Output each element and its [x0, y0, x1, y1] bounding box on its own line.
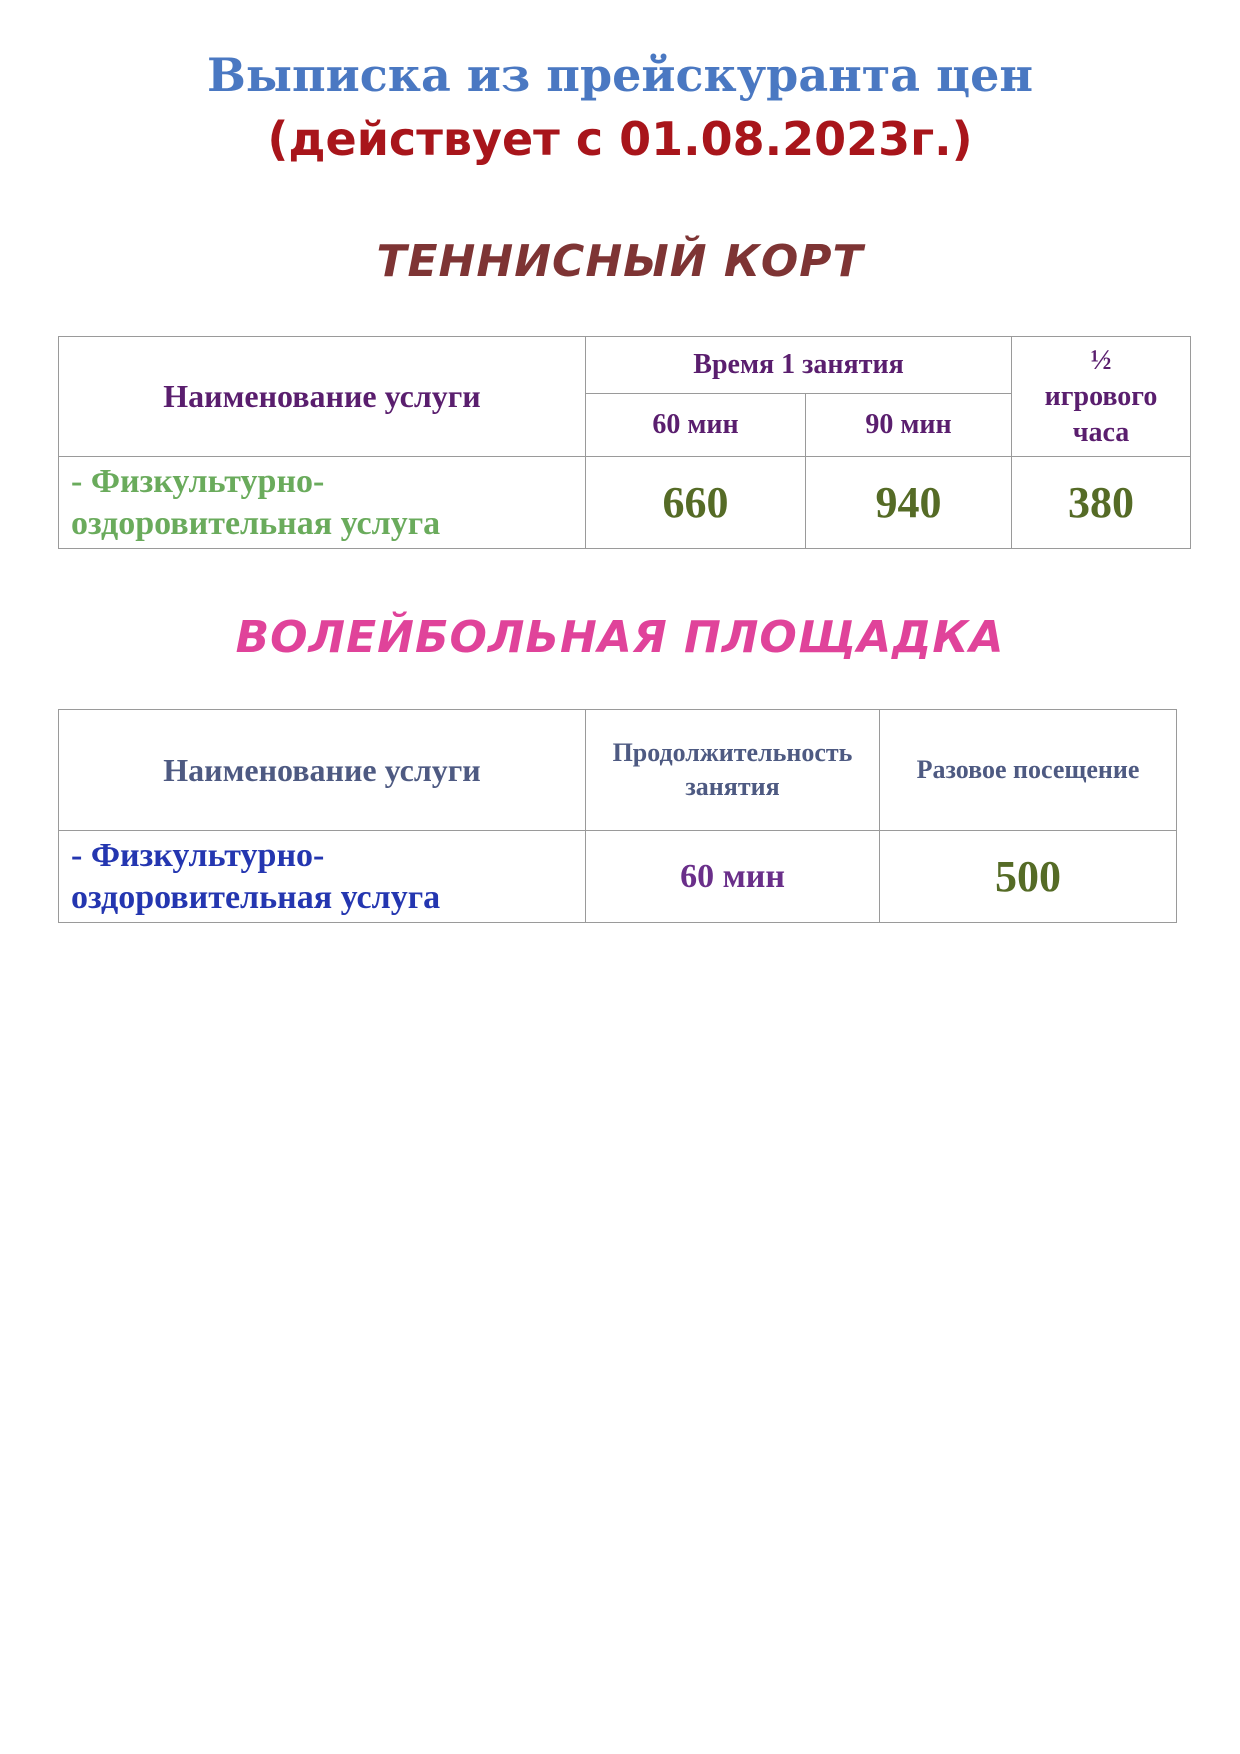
service-line-1: - Физкультурно- — [71, 836, 325, 874]
tennis-header-time: Время 1 занятия — [586, 337, 1012, 394]
effective-date: (действует с 01.08.2023г.) — [267, 112, 973, 166]
tennis-section-title: ТЕННИСНЫЙ КОРТ — [376, 236, 864, 287]
tennis-header-half-hour — [1012, 337, 1191, 457]
tennis-service-name — [59, 457, 586, 549]
document-title: Выписка из прейскуранта цен — [206, 48, 1034, 102]
half-line-3: часа — [1072, 416, 1130, 448]
duration-line-1: Продолжительность — [612, 738, 853, 767]
service-line-2: оздоровительная услуга — [71, 504, 441, 542]
tennis-price-half: 380 — [1012, 457, 1191, 549]
tennis-header-service: Наименование услуги — [59, 337, 586, 457]
tennis-header-60: 60 мин — [586, 394, 806, 457]
tennis-price-table — [58, 336, 1191, 549]
volley-header-visit: Разовое посещение — [880, 710, 1177, 831]
duration-line-2: занятия — [685, 772, 780, 801]
tennis-header-90: 90 мин — [806, 394, 1012, 457]
service-line-1: - Физкультурно- — [71, 462, 325, 500]
volley-duration: 60 мин — [586, 831, 880, 923]
volley-service-name — [59, 831, 586, 923]
half-line-2: игрового — [1044, 380, 1158, 412]
tennis-price-90: 940 — [806, 457, 1012, 549]
tennis-price-60: 660 — [586, 457, 806, 549]
half-fraction: ½ — [1090, 344, 1112, 376]
volleyball-price-table — [58, 709, 1177, 923]
service-line-2: оздоровительная услуга — [71, 878, 441, 916]
volley-header-duration — [586, 710, 880, 831]
volleyball-section-title: ВОЛЕЙБОЛЬНАЯ ПЛОЩАДКА — [235, 612, 1005, 663]
volley-header-service: Наименование услуги — [59, 710, 586, 831]
volley-price: 500 — [880, 831, 1177, 923]
